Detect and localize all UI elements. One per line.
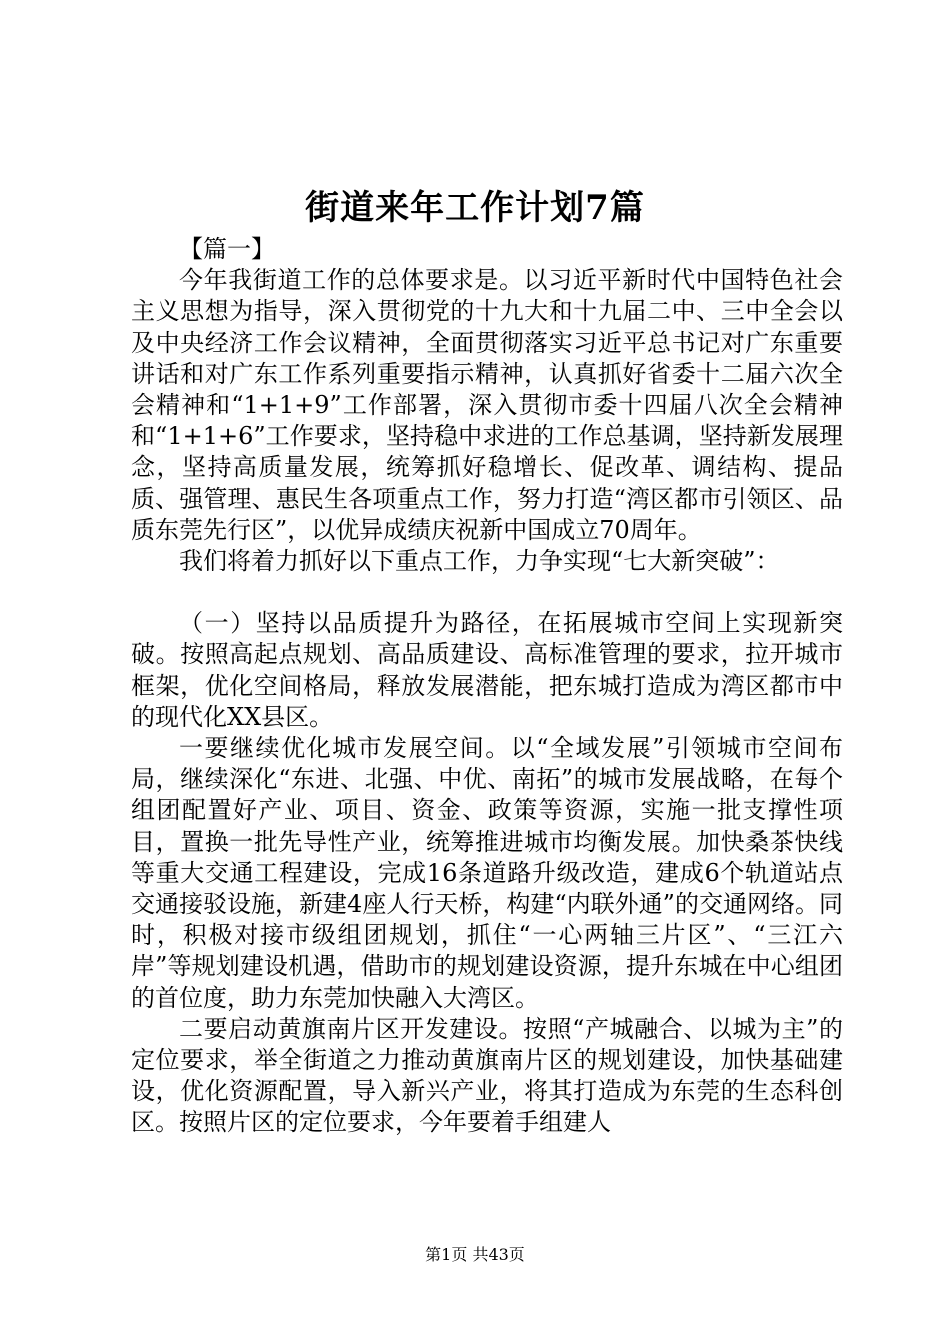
body-paragraph: 二要启动黄旗南片区开发建设。按照“产城融合、以城为主”的定位要求，举全街道之力推动黄旗南片区的规划建设，加快基础建设，优化资源配置，导入新兴产业，将其打造成为东莞的生态科创区。按照片区的定位要求，今年要着手组建人	[131, 1014, 843, 1137]
body-paragraph: 一要继续优化城市发展空间。以“全域发展”引领城市空间布局，继续深化“东进、北强、中优、南拓”的城市发展战略，在每个组团配置好产业、项目、资金、政策等资源，实施一批支撑性项目，置换一批先导性产业，统筹推进城市均衡发展。加快桑茶快线等重大交通工程建设，完成16条道路升级改造，建成6个轨道站点交通接驳设施，新建4座人行天桥，构建“内联外通”的交通网络。同时，积极对接市级组团规划，抓住“一心两轴三片区”、“三江六岸”等规划建设机遇，借助市的规划建设资源，提升东城在中心组团的首位度，助力东莞加快融入大湾区。	[131, 734, 843, 1012]
body-paragraph: 我们将着力抓好以下重点工作，力争实现“七大新突破”：	[179, 547, 780, 576]
body-paragraph: （一）坚持以品质提升为路径，在拓展城市空间上实现新突破。按照高起点规划、高品质建设、高标准管理的要求，拉开城市框架，优化空间格局，释放发展潜能，把东城打造成为湾区都市中的现代化XX县区。	[131, 609, 843, 731]
document-body	[131, 234, 843, 1139]
page-footer: 第1页 共43页	[425, 1245, 525, 1264]
document-title: 街道来年工作计划7篇	[305, 188, 645, 228]
body-paragraph: 今年我街道工作的总体要求是。以习近平新时代中国特色社会主义思想为指导，深入贯彻党的十九大和十九届二中、三中全会以及中央经济工作会议精神，全面贯彻落实习近平总书记对广东重要讲话和对广东工作系列重要指示精神，认真抓好省委十二届六次全会精神和“1+1+9”工作部署，深入贯彻市委十四届八次全会精神和“1+1+6”工作要求，坚持稳中求进的工作总基调，坚持新发展理念，坚持高质量发展，统筹抓好稳增长、促改革、调结构、提品质、强管理、惠民生各项重点工作，努力打造“湾区都市引领区、品质东莞先行区”，以优异成绩庆祝新中国成立70周年。	[131, 266, 843, 544]
section-heading: 【篇一】	[179, 235, 275, 263]
